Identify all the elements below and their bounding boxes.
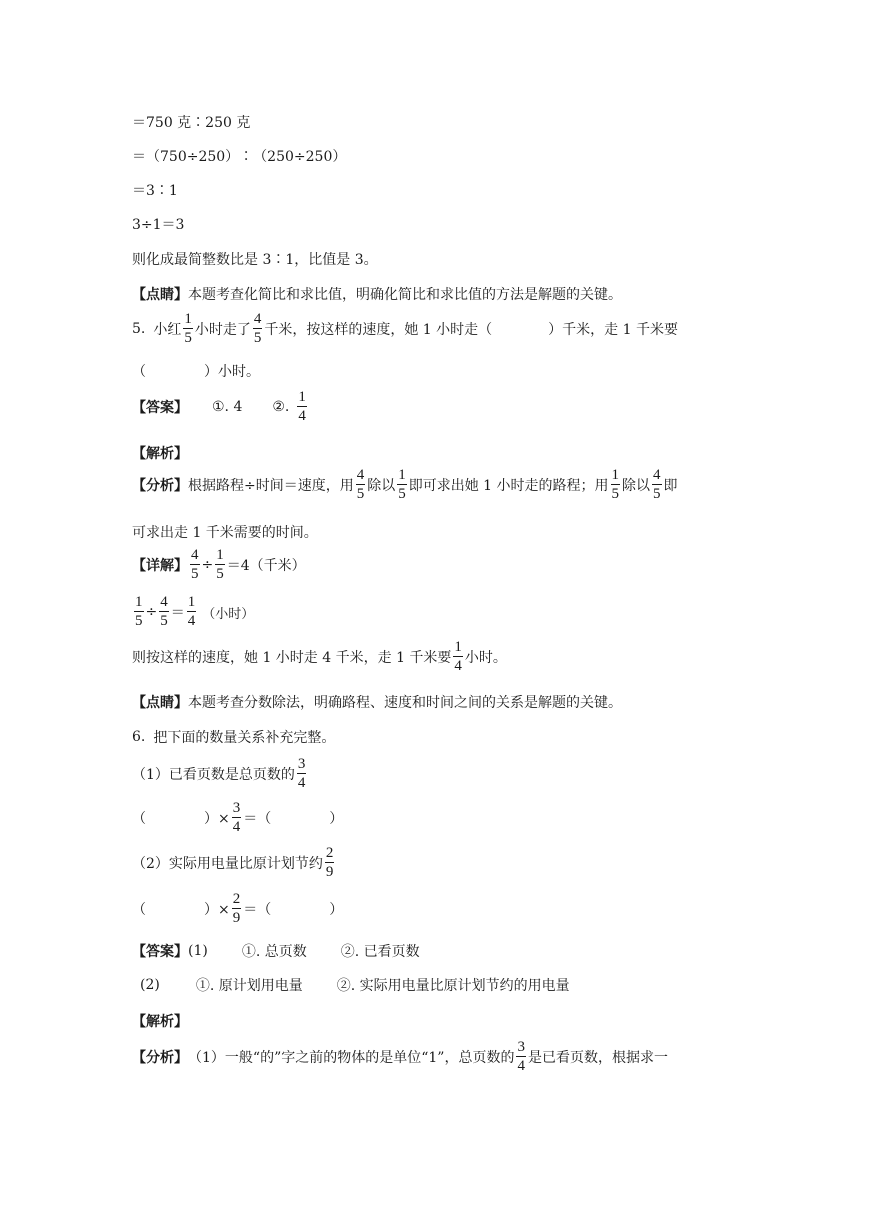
- fraction: $\frac{1}{5}$: [398, 467, 406, 502]
- fraction: $\frac{4}{5}$: [356, 467, 365, 502]
- q6-stem: 6. 把下面的数量关系补充完整。: [132, 729, 336, 746]
- fraction: $\frac{1}{5}$: [135, 594, 143, 629]
- q6-answer-1: 【答案】 (1) ①. 总页数 ②. 已看页数: [132, 943, 420, 960]
- q5-fenxi-line2: 可求出走 1 千米需要的时间。: [132, 525, 318, 541]
- q5-dianjing: 【点睛】 本题考查分数除法，明确路程、速度和时间之间的关系是解题的关键。: [132, 695, 622, 711]
- q5-xiangjie-3: 则按这样的速度，她 1 小时走 4 千米，走 1 千米要 $\frac{1}{4}$ 小时。: [132, 639, 507, 674]
- q5-answer: 【答案】 ①. 4 ②. $\frac{1}{4}$: [132, 389, 306, 424]
- q5-xiangjie-1: 【详解】 $\frac{4}{5}$ ÷ $\frac{1}{5}$ ＝4（千米）: [132, 547, 306, 582]
- q4-step1: ＝750 克∶250 克: [132, 115, 251, 131]
- fraction: $\frac{1}{5}$: [611, 467, 620, 502]
- fraction: $\frac{4}{5}$: [160, 594, 168, 629]
- q5-xiangjie-2: $\frac{1}{5}$ ÷ $\frac{4}{5}$ ＝ $\frac{1}{4}$ （小时）: [135, 594, 255, 629]
- fraction: $\frac{1}{5}$: [216, 547, 224, 582]
- q5-jiexi: 【解析】: [132, 446, 188, 462]
- q4-step3: ＝3∶1: [132, 183, 178, 199]
- q6-part1-equation: （ ）× $\frac{3}{4}$ ＝（ ）: [132, 800, 344, 835]
- q4-step4: 3÷1＝3: [132, 217, 185, 233]
- q6-answer-2: (2) ①. 原计划用电量 ②. 实际用电量比原计划节约的用电量: [140, 977, 570, 994]
- fraction: $\frac{2}{9}$: [325, 845, 334, 880]
- q6-part2: （2）实际用电量比原计划节约 $\frac{2}{9}$: [132, 845, 334, 880]
- q5-stem-line2: （ ）小时。: [132, 364, 260, 380]
- fraction: $\frac{4}{5}$: [191, 547, 199, 582]
- dianjing-label: 【点睛】: [132, 287, 188, 303]
- fraction: $\frac{4}{5}$: [653, 467, 661, 502]
- fraction: $\frac{1}{5}$: [184, 311, 192, 346]
- q6-jiexi: 【解析】: [132, 1014, 188, 1030]
- fraction: $\frac{3}{4}$: [232, 800, 241, 835]
- q6-part2-equation: （ ）× $\frac{2}{9}$ ＝（ ）: [132, 891, 344, 926]
- fraction: $\frac{1}{4}$: [298, 389, 306, 424]
- fraction: $\frac{2}{9}$: [232, 891, 241, 926]
- q6-part1: （1）已看页数是总页数的 $\frac{3}{4}$: [132, 756, 306, 791]
- fraction: $\frac{1}{4}$: [187, 594, 196, 629]
- q5-fenxi: 【分析】 根据路程÷时间＝速度，用 $\frac{4}{5}$ 除以 $\frac{1}{5}$ 即可求出她 1 小时走的路程；用 $\frac{1}{5}$ 除以 $\frac{4}{5}$ 即: [132, 467, 678, 502]
- q4-step2: ＝（750÷250）∶（250÷250）: [132, 149, 347, 165]
- fraction: $\frac{3}{4}$: [517, 1039, 525, 1074]
- q5-stem: 5. 小红 $\frac{1}{5}$ 小时走了 $\frac{4}{5}$ 千米，按这样的速度，她 1 小时走（ ）千米，走 1 千米要: [132, 311, 678, 346]
- q4-conclusion: 则化成最简整数比是 3∶1，比值是 3。: [132, 252, 378, 268]
- fraction: $\frac{1}{4}$: [454, 639, 462, 674]
- q4-dianjing: 【点睛】 本题考查化简比和求比值，明确化简比和求比值的方法是解题的关键。: [132, 284, 622, 304]
- fraction: $\frac{3}{4}$: [297, 756, 306, 791]
- fraction: $\frac{4}{5}$: [253, 311, 262, 346]
- q6-fenxi: 【分析】 （1）一般“的”字之前的物体的是单位“1”，总页数的 $\frac{3}{4}$ 是已看页数，根据求一: [132, 1039, 668, 1074]
